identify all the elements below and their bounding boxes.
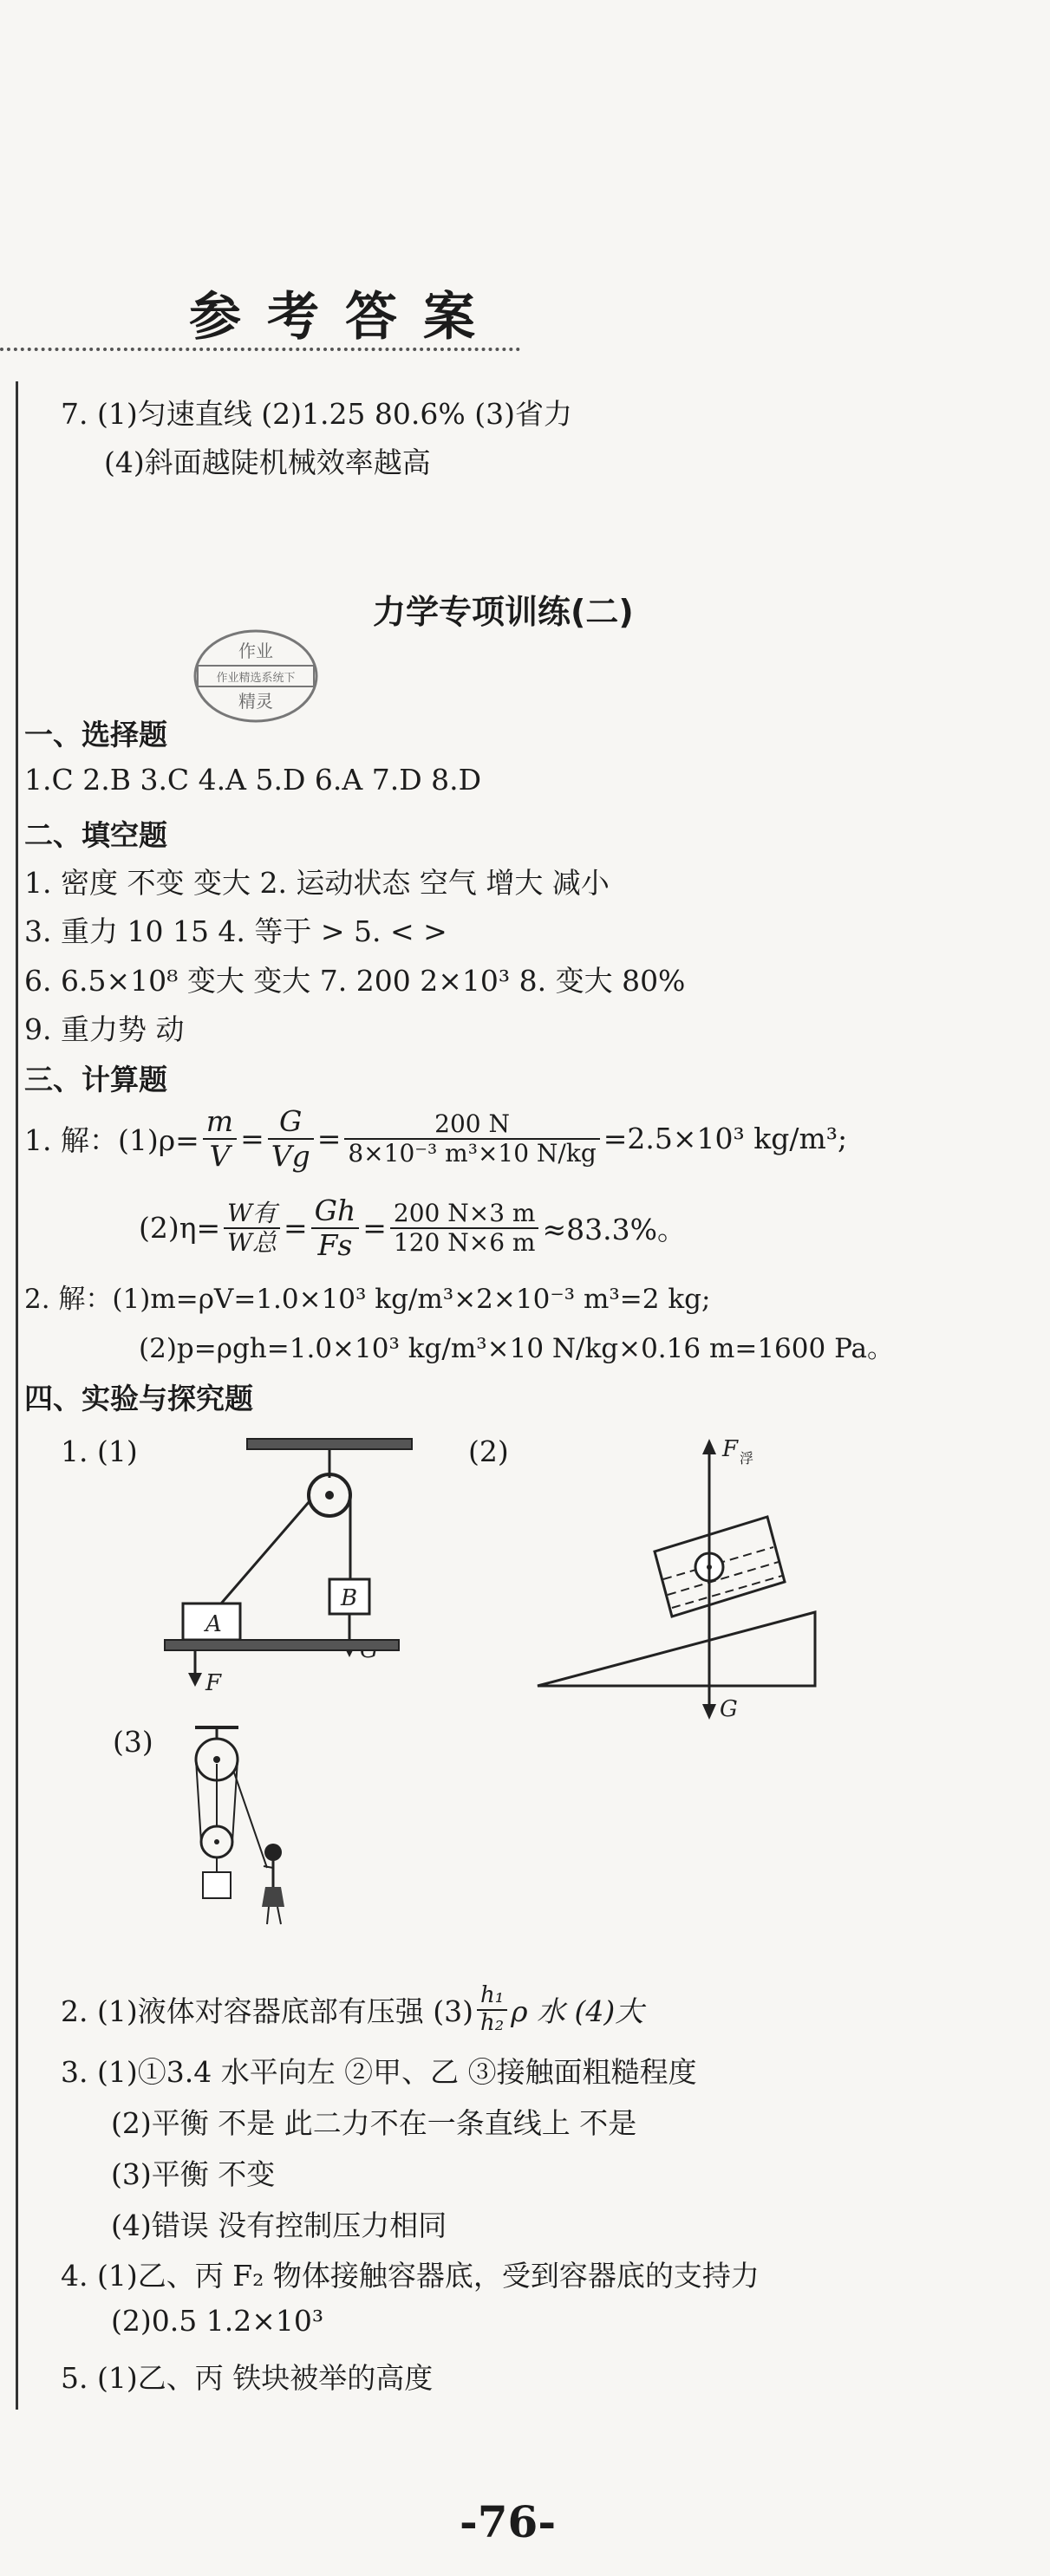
heading-fill: 二、填空题 [24, 818, 167, 852]
exp-q3-line: (3)平衡 不变 [111, 2157, 276, 2191]
label-F-buoy: F [722, 1436, 739, 1462]
exp-q1-label: 1. (1) [61, 1434, 138, 1468]
label-F-sub: 浮 [740, 1450, 754, 1467]
fill-line: 1. 密度 不变 变大 2. 运动状态 空气 增大 减小 [24, 866, 610, 900]
exp-q2-part-b: ρ 水 (4)大 [511, 1994, 644, 2029]
calc-q2-line1: 2. 解：(1)m=ρV=1.0×10³ kg/m³×2×10⁻³ m³=2 kg; [24, 1284, 711, 1315]
exp-q1-2-label: (2) [468, 1434, 509, 1468]
exp-q3-line: (4)错误 没有控制压力相同 [111, 2208, 447, 2242]
pulley-person-diagram [182, 1721, 321, 1946]
exp-q4-line: 4. (1)乙、丙 F₂ 物体接触容器底，受到容器底的支持力 [61, 2259, 760, 2293]
stamp-logo [191, 624, 321, 732]
fraction: $\frac{200 N\times 3 m}{120 N\times 6 m}$ [390, 1200, 539, 1257]
heading-calc: 三、计算题 [24, 1063, 167, 1096]
answer-7-line1: 7. (1)匀速直线 (2)1.25 80.6% (3)省力 [61, 397, 572, 431]
fill-line: 3. 重力 10 15 4. 等于 > 5. < > [24, 914, 447, 948]
exp-q2 [61, 1983, 643, 2037]
exp-q4-line: (2)0.5 1.2×10³ [111, 2304, 324, 2338]
page-number: -76- [460, 2496, 557, 2547]
exp-q1-3-label: (3) [113, 1725, 153, 1759]
label-F: F [205, 1670, 222, 1696]
pulley-diagram [160, 1430, 464, 1708]
svg-text:作业精选系统下: 作业精选系统下 [216, 672, 296, 685]
fraction: $\frac{G}{Vg}$ [268, 1105, 314, 1173]
dotted-divider [0, 348, 520, 351]
exp-q3-line: 3. (1)①3.4 水平向左 ②甲、乙 ③接触面粗糙程度 [61, 2055, 697, 2089]
fraction: $\frac{200 N}{\text{8×10⁻³ m³×10 N/kg}}$ [344, 1110, 599, 1168]
heading-choice: 一、选择题 [24, 718, 167, 751]
exp-q3-line: (2)平衡 不是 此二力不在一条直线上 不是 [111, 2106, 637, 2140]
fraction: $\frac{Gh}{Fs}$ [311, 1194, 360, 1262]
page-title: 参考答案 [189, 287, 501, 348]
fraction: $\frac{m}{V}$ [203, 1105, 237, 1173]
calc-q1-line1: 1. 解：(1)ρ= $\frac{m}{V}$ = $\frac{G}{Vg}$ = $\frac{200 N}{\text{8×10⁻³ m³×10 N/kg}}$ =2.5×10³ kg/m³; [24, 1104, 848, 1173]
calc-q1-line2: (2)η= $\frac{\text{W有}}{\text{W总}}$ = $\frac{Gh}{Fs}$ = $\frac{200 N\times 3 m}{120 N\times 6 m}$ ≈83.3%。 [139, 1194, 686, 1262]
svg-text:精灵: 精灵 [238, 691, 273, 712]
label-G-buoy: G [720, 1696, 738, 1722]
fraction: $\frac{\text{W有}}{\text{W总}}$ [224, 1200, 280, 1257]
calc-q2-line2: (2)p=ρgh=1.0×10³ kg/m³×10 N/kg×0.16 m=1600 Pa。 [139, 1333, 895, 1364]
heading-experiment: 四、实验与探究题 [24, 1382, 253, 1415]
fraction-h1-h2: $\frac{\text{h₁}}{\text{h₂}}$ [477, 1983, 507, 2037]
label-A: A [205, 1611, 222, 1637]
fill-line: 9. 重力势 动 [24, 1012, 185, 1046]
label-B: B [341, 1585, 358, 1611]
left-margin-rule [16, 381, 18, 2410]
fill-line: 6. 6.5×10⁸ 变大 变大 7. 200 2×10³ 8. 变大 80% [24, 964, 686, 998]
calc-q1b-prefix: (2)η= [139, 1211, 221, 1246]
calc-q1-result: =2.5×10³ kg/m³; [603, 1122, 848, 1156]
answer-7-line2: (4)斜面越陡机械效率越高 [104, 446, 431, 479]
choice-answers: 1.C 2.B 3.C 4.A 5.D 6.A 7.D 8.D [24, 763, 482, 797]
calc-q1-prefix: 1. 解：(1)ρ= [24, 1123, 199, 1158]
svg-text:作业: 作业 [238, 641, 273, 661]
exp-q5-line: 5. (1)乙、丙 铁块被举的高度 [61, 2361, 434, 2395]
section-title: 力学专项训练(二) [373, 593, 634, 631]
exp-q2-part-a: 2. (1)液体对容器底部有压强 (3) [61, 1994, 473, 2029]
calc-q1b-result: ≈83.3%。 [542, 1213, 686, 1247]
buoyancy-diagram [533, 1430, 819, 1725]
